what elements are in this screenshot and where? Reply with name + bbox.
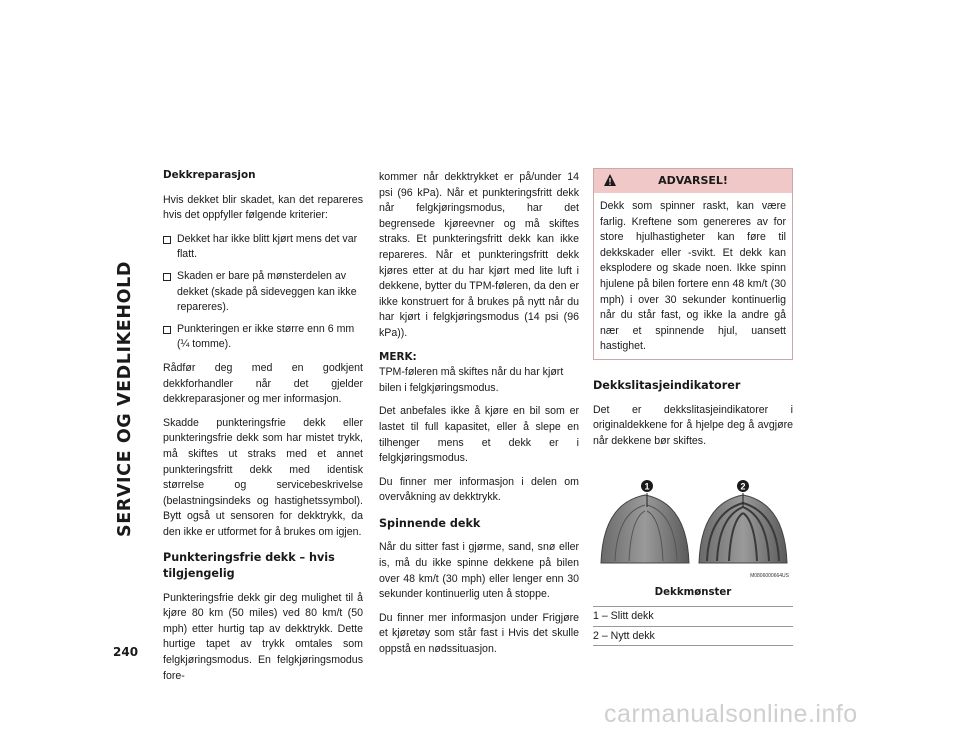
bullet-text: Punkteringen er ikke større enn 6 mm (¼ tomme).	[177, 322, 355, 351]
bullet-text: Skaden er bare på mønsterdelen av dekket (skade på sideveggen kan ikke repareres).	[177, 269, 357, 314]
note-text: TPM-føleren må skiftes når du har kjørt bilen i felgkjøringsmodus.	[379, 366, 564, 394]
wear-paragraph: Det er dekkslitasjeindikatorer i originaldekkene for å hjelpe deg å avgjøre når dekkene bør skiftes.	[593, 403, 793, 447]
marker-label-1: 1	[644, 481, 650, 492]
watermark: carmanualsonline.info	[604, 700, 858, 728]
monitoring-reference-paragraph: Du finner mer informasjon i delen om overvåkning av dekktrykk.	[379, 475, 579, 504]
column-3	[593, 168, 793, 646]
tire-tread-illustration	[593, 473, 793, 583]
dealer-paragraph: Rådfør deg med en godkjent dekkforhandler når det gjelder dekkreparasjoner og mer informasjon.	[163, 361, 363, 406]
list-item	[163, 322, 363, 353]
heading-wear-indicators: Dekkslitasjeindikatorer	[593, 378, 741, 392]
damaged-runflat-paragraph: Skadde punkteringsfrie dekk eller punkteringsfrie dekk som har mistet trykk, må skiftes ut straks med et annet punkteringsfritt dekk med identisk størrelse og servicebeskrivelse (belastningsindeks og hastighetssymbol). Bytt også ut sensoren for dekktrykk, da den ikke er utformet for å brukes om igjen.	[163, 416, 363, 538]
warning-header	[594, 169, 792, 193]
checkbox-bullet-icon	[163, 236, 171, 244]
warning-triangle-icon	[603, 173, 617, 187]
heading-runflat: Punkteringsfrie dekk – hvis tilgjengelig	[163, 551, 335, 581]
list-item	[163, 232, 363, 263]
checkbox-bullet-icon	[163, 273, 171, 281]
warning-box	[593, 168, 793, 360]
marker-label-2: 2	[740, 481, 746, 492]
note-label: MERK:	[379, 350, 417, 363]
spinning-paragraph: Når du sitter fast i gjørme, sand, snø eller is, må du ikke spinne dekkene på bilen over 48 km/t (30 mph) eller lenger enn 30 sekunder kontinuerlig uten å stoppe.	[379, 541, 579, 601]
bullet-text: Dekket har ikke blitt kjørt mens det var flatt.	[177, 232, 358, 261]
checkbox-bullet-icon	[163, 326, 171, 334]
warning-body	[594, 193, 792, 359]
repair-intro: Hvis dekket blir skadet, kan det repareres hvis det oppfyller følgende kriterier:	[163, 193, 363, 222]
sidebar-section-title	[112, 160, 138, 638]
warning-title: ADVARSEL!	[658, 174, 728, 188]
column-1	[163, 168, 363, 692]
spinning-reference-paragraph: Du finner mer informasjon under Frigjøre et kjøretøy som står fast i Hvis det skulle oppstå en nødssituasjon.	[379, 611, 579, 656]
page-number: 240	[113, 645, 139, 659]
heading-tire-repair: Dekkreparasjon	[163, 169, 256, 181]
runflat-continued-paragraph: kommer når dekktrykket er på/under 14 psi (96 kPa). Når et punkteringsfritt dekk når felgkjøringsmodus, har det begrensede kjøreevner og må skiftes straks. Et punkteringsfritt dekk kan ikke repareres. Når et punkteringsfritt dekk kjøres etter at du har kjørt med lite luft i dekkene, bytter du TPM-føleren, da den er ikke konstruert for å brukes på nytt når du har kjørt i felgkjøringsmodus (14 psi (96 kPa)).	[379, 171, 579, 339]
tire-tread-figure	[593, 473, 793, 583]
worn-tire-image	[601, 495, 689, 563]
column-2	[379, 170, 579, 666]
list-item	[163, 269, 363, 316]
legend-item: 1 – Slitt dekk	[593, 606, 793, 626]
sidebar-title-text: SERVICE OG VEDLIKEHOLD	[115, 261, 136, 537]
figure-code: M0806000664US	[750, 573, 789, 580]
heading-spinning-tires: Spinnende dekk	[379, 516, 481, 530]
warning-text: Dekk som spinner raskt, kan være farlig. Kreftene som genereres av for store hjulhastigheter kan føre til dekkskader eller -svikt. Et dekk kan eksplodere og skade noen. Ikke spinn hjulene på bilen fortere enn 48 km/t (30 mph) i over 30 sekunder kontinuerlig når du står fast, og ikke la andre gå nær et spinnende hjul, uansett hastighet.	[600, 200, 786, 353]
load-advice-paragraph: Det anbefales ikke å kjøre en bil som er lastet til full kapasitet, eller å slepe en tilhenger mens et dekk er i felgkjøringsmodus.	[379, 405, 579, 465]
runflat-paragraph: Punkteringsfrie dekk gir deg mulighet til å kjøre 80 km (50 miles) ved 80 km/t (50 mph) etter hurtig tap av dekktrykk. Dette hurtige tapet av trykk omtales som felgkjøringsmodus. En felgkjøringsmodus fore-	[163, 591, 363, 682]
figure-caption: Dekkmønster	[654, 587, 732, 599]
legend-item: 2 – Nytt dekk	[593, 626, 793, 647]
